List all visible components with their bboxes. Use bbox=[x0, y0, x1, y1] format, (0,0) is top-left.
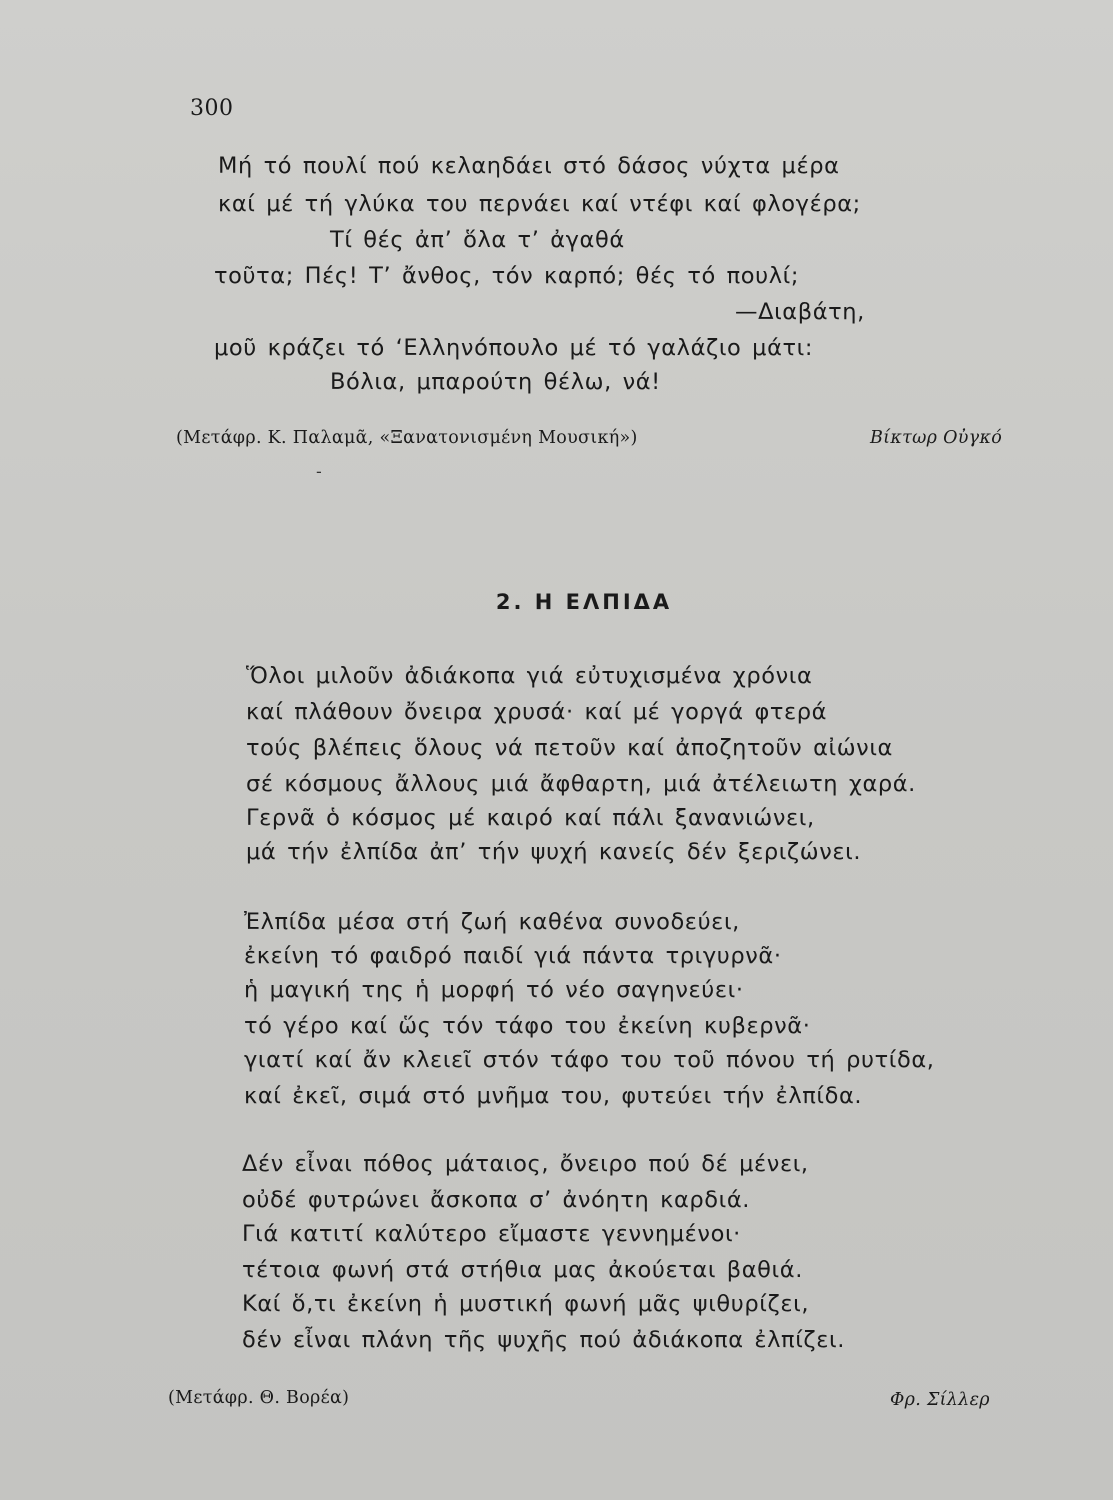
poem-line: καί πλάθουν ὄνειρα χρυσά· καί μέ γοργά φτερά bbox=[246, 699, 828, 725]
poem-line: σέ κόσμους ἄλλους μιά ἄφθαρτη, μιά ἀτέλειωτη χαρά. bbox=[246, 771, 916, 797]
poem-line: μά τήν ἐλπίδα ἀπ’ τήν ψυχή κανείς δέν ξεριζώνει. bbox=[246, 839, 862, 865]
poem-line: καί ἐκεῖ, σιμά στό μνῆμα του, φυτεύει τήν ἐλπίδα. bbox=[244, 1083, 863, 1109]
poem-line: καί μέ τή γλύκα του περνάει καί ντέφι καί φλογέρα; bbox=[218, 191, 861, 217]
translator-credit: (Μετάφρ. Κ. Παλαμᾶ, «Ξανατονισμένη Μουσική») bbox=[176, 428, 638, 448]
poem-line: Βόλια, μπαρούτη θέλω, νά! bbox=[330, 369, 661, 395]
stray-mark: - bbox=[316, 462, 322, 481]
poem-line: τούς βλέπεις ὅλους νά πετοῦν καί ἀποζητοῦν αἰώνια bbox=[246, 735, 893, 761]
poem-line: Ὅλοι μιλοῦν ἀδιάκοπα γιά εὐτυχισμένα χρόνια bbox=[246, 663, 813, 689]
poem-line: γιατί καί ἄν κλειεῖ στόν τάφο του τοῦ πόνου τή ρυτίδα, bbox=[244, 1047, 935, 1073]
poem-author: Βίκτωρ Οὐγκό bbox=[870, 428, 1003, 448]
poem-line: τό γέρο καί ὥς τόν τάφο του ἐκείνη κυβερνᾶ· bbox=[244, 1013, 811, 1039]
poem-line: μοῦ κράζει τό ‘Ελληνόπουλο μέ τό γαλάζιο μάτι: bbox=[214, 335, 814, 361]
poem-line: ἐκείνη τό φαιδρό παιδί γιά πάντα τριγυρνᾶ· bbox=[244, 943, 782, 969]
poem-line: Γερνᾶ ὁ κόσμος μέ καιρό καί πάλι ξανανιώνει, bbox=[246, 805, 815, 831]
poem-line: τοῦτα; Πές! Τ’ ἄνθος, τόν καρπό; θές τό πουλί; bbox=[214, 263, 800, 289]
poem-author: Φρ. Σίλλερ bbox=[890, 1390, 990, 1410]
section-title: 2. Η ΕΛΠΙΔΑ bbox=[495, 590, 673, 614]
page-number: 300 bbox=[190, 96, 234, 121]
poem-line: ἡ μαγική της ἡ μορφή τό νέο σαγηνεύει· bbox=[244, 977, 744, 1003]
poem-line: οὐδέ φυτρώνει ἄσκοπα σ’ ἀνόητη καρδιά. bbox=[242, 1187, 751, 1213]
poem-line: Καί ὅ,τι ἐκείνη ἡ μυστική φωνή μᾶς ψιθυρίζει, bbox=[242, 1291, 810, 1317]
poem-line: —Διαβάτη, bbox=[735, 299, 865, 325]
translator-credit: (Μετάφρ. Θ. Βορέα) bbox=[168, 1388, 350, 1408]
poem-line: Ἐλπίδα μέσα στή ζωή καθένα συνοδεύει, bbox=[244, 909, 740, 935]
poem-line: Μή τό πουλί πού κελαηδάει στό δάσος νύχτα μέρα bbox=[218, 153, 840, 179]
poem-line: Δέν εἶναι πόθος μάταιος, ὄνειρο πού δέ μένει, bbox=[242, 1151, 809, 1177]
poem-line: Τί θές ἀπ’ ὅλα τ’ ἀγαθά bbox=[330, 227, 625, 253]
poem-line: Γιά κατιτί καλύτερο εἴμαστε γεννημένοι· bbox=[242, 1221, 741, 1247]
poem-line: δέν εἶναι πλάνη τῆς ψυχῆς πού ἀδιάκοπα ἐλπίζει. bbox=[242, 1327, 845, 1353]
poem-line: τέτοια φωνή στά στήθια μας ἀκούεται βαθιά. bbox=[242, 1257, 803, 1283]
